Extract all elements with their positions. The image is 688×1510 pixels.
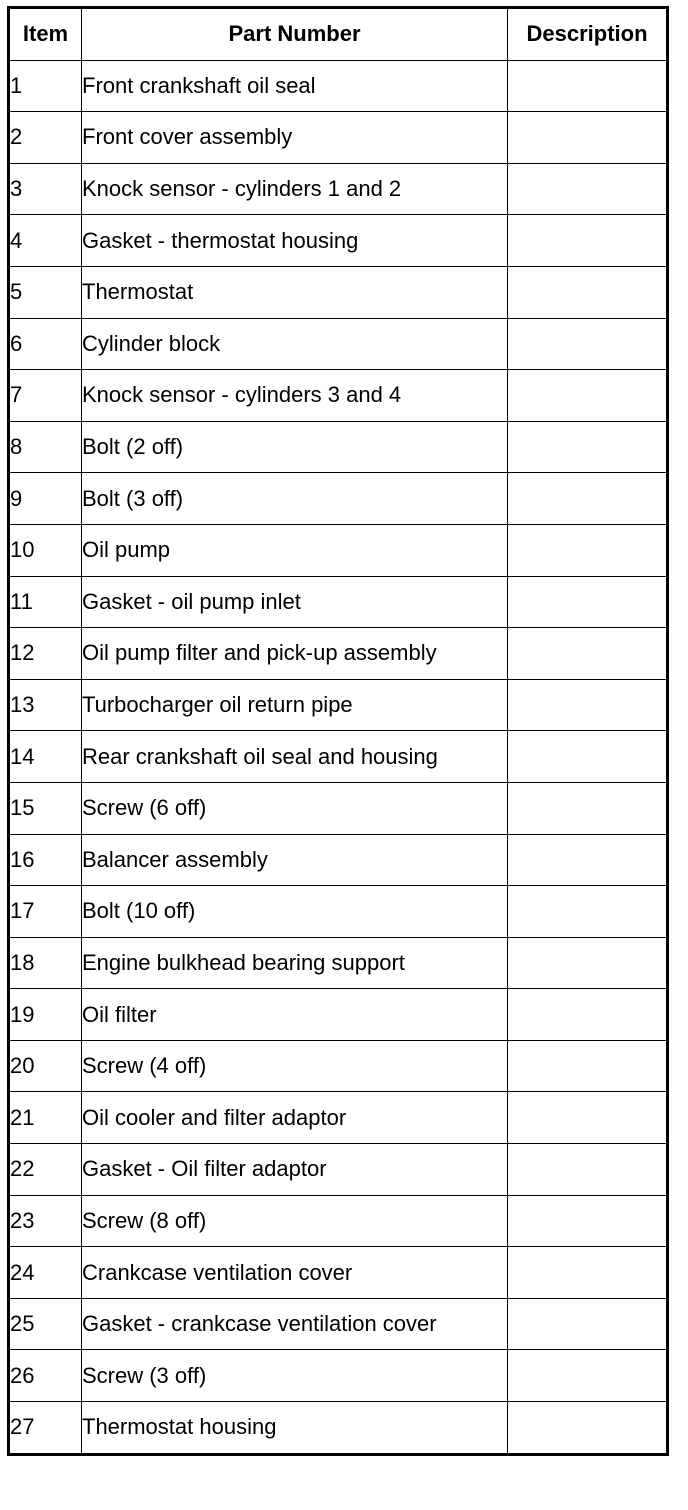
table-row bbox=[9, 524, 668, 576]
item-number-cell: 24 bbox=[9, 1247, 82, 1299]
header-row bbox=[9, 8, 668, 61]
item-number-cell: 10 bbox=[9, 524, 82, 576]
description-cell bbox=[508, 834, 668, 886]
description-cell bbox=[508, 1298, 668, 1350]
item-number-cell: 16 bbox=[9, 834, 82, 886]
item-number-cell: 8 bbox=[9, 421, 82, 473]
part-number-cell: Crankcase ventilation cover bbox=[82, 1247, 508, 1299]
item-number-cell: 18 bbox=[9, 937, 82, 989]
table-row bbox=[9, 679, 668, 731]
description-cell bbox=[508, 112, 668, 164]
table-row bbox=[9, 731, 668, 783]
part-number-cell: Gasket - crankcase ventilation cover bbox=[82, 1298, 508, 1350]
item-number-cell: 1 bbox=[9, 60, 82, 112]
table-row bbox=[9, 1092, 668, 1144]
table-row bbox=[9, 1195, 668, 1247]
table-row bbox=[9, 886, 668, 938]
table-row bbox=[9, 1350, 668, 1402]
part-number-cell: Screw (8 off) bbox=[82, 1195, 508, 1247]
part-number-cell: Oil filter bbox=[82, 989, 508, 1041]
item-number-cell: 19 bbox=[9, 989, 82, 1041]
parts-table-container bbox=[7, 6, 669, 1456]
description-cell bbox=[508, 163, 668, 215]
item-number-cell: 11 bbox=[9, 576, 82, 628]
column-header-part-number: Part Number bbox=[82, 8, 508, 61]
item-number-cell: 14 bbox=[9, 731, 82, 783]
description-cell bbox=[508, 1040, 668, 1092]
part-number-cell: Turbocharger oil return pipe bbox=[82, 679, 508, 731]
description-cell bbox=[508, 628, 668, 680]
part-number-cell: Front crankshaft oil seal bbox=[82, 60, 508, 112]
part-number-cell: Oil pump filter and pick-up assembly bbox=[82, 628, 508, 680]
description-cell bbox=[508, 989, 668, 1041]
column-header-item: Item bbox=[9, 8, 82, 61]
table-row bbox=[9, 782, 668, 834]
table-row bbox=[9, 937, 668, 989]
table-row bbox=[9, 163, 668, 215]
part-number-cell: Knock sensor - cylinders 3 and 4 bbox=[82, 370, 508, 422]
description-cell bbox=[508, 421, 668, 473]
item-number-cell: 4 bbox=[9, 215, 82, 267]
item-number-cell: 2 bbox=[9, 112, 82, 164]
part-number-cell: Knock sensor - cylinders 1 and 2 bbox=[82, 163, 508, 215]
table-row bbox=[9, 421, 668, 473]
description-cell bbox=[508, 782, 668, 834]
part-number-cell: Bolt (2 off) bbox=[82, 421, 508, 473]
table-row bbox=[9, 112, 668, 164]
item-number-cell: 23 bbox=[9, 1195, 82, 1247]
item-number-cell: 7 bbox=[9, 370, 82, 422]
item-number-cell: 12 bbox=[9, 628, 82, 680]
column-header-description: Description bbox=[508, 8, 668, 61]
description-cell bbox=[508, 524, 668, 576]
part-number-cell: Screw (3 off) bbox=[82, 1350, 508, 1402]
description-cell bbox=[508, 1402, 668, 1455]
table-header bbox=[9, 8, 668, 61]
item-number-cell: 6 bbox=[9, 318, 82, 370]
description-cell bbox=[508, 1350, 668, 1402]
item-number-cell: 5 bbox=[9, 266, 82, 318]
table-row bbox=[9, 60, 668, 112]
description-cell bbox=[508, 266, 668, 318]
table-row bbox=[9, 266, 668, 318]
description-cell bbox=[508, 318, 668, 370]
part-number-cell: Front cover assembly bbox=[82, 112, 508, 164]
part-number-cell: Thermostat bbox=[82, 266, 508, 318]
item-number-cell: 22 bbox=[9, 1144, 82, 1196]
part-number-cell: Oil cooler and filter adaptor bbox=[82, 1092, 508, 1144]
part-number-cell: Oil pump bbox=[82, 524, 508, 576]
table-body bbox=[9, 60, 668, 1454]
parts-table bbox=[7, 6, 669, 1456]
description-cell bbox=[508, 60, 668, 112]
description-cell bbox=[508, 937, 668, 989]
part-number-cell: Balancer assembly bbox=[82, 834, 508, 886]
item-number-cell: 27 bbox=[9, 1402, 82, 1455]
table-row bbox=[9, 834, 668, 886]
table-row bbox=[9, 215, 668, 267]
table-row bbox=[9, 628, 668, 680]
description-cell bbox=[508, 370, 668, 422]
item-number-cell: 13 bbox=[9, 679, 82, 731]
description-cell bbox=[508, 1092, 668, 1144]
part-number-cell: Gasket - oil pump inlet bbox=[82, 576, 508, 628]
description-cell bbox=[508, 731, 668, 783]
table-row bbox=[9, 1247, 668, 1299]
item-number-cell: 9 bbox=[9, 473, 82, 525]
description-cell bbox=[508, 679, 668, 731]
description-cell bbox=[508, 1144, 668, 1196]
table-row bbox=[9, 370, 668, 422]
description-cell bbox=[508, 1195, 668, 1247]
part-number-cell: Gasket - Oil filter adaptor bbox=[82, 1144, 508, 1196]
item-number-cell: 26 bbox=[9, 1350, 82, 1402]
item-number-cell: 15 bbox=[9, 782, 82, 834]
part-number-cell: Bolt (10 off) bbox=[82, 886, 508, 938]
table-row bbox=[9, 576, 668, 628]
part-number-cell: Engine bulkhead bearing support bbox=[82, 937, 508, 989]
description-cell bbox=[508, 215, 668, 267]
part-number-cell: Gasket - thermostat housing bbox=[82, 215, 508, 267]
item-number-cell: 17 bbox=[9, 886, 82, 938]
table-row bbox=[9, 1402, 668, 1455]
item-number-cell: 20 bbox=[9, 1040, 82, 1092]
item-number-cell: 21 bbox=[9, 1092, 82, 1144]
part-number-cell: Screw (4 off) bbox=[82, 1040, 508, 1092]
table-row bbox=[9, 318, 668, 370]
table-row bbox=[9, 1298, 668, 1350]
part-number-cell: Bolt (3 off) bbox=[82, 473, 508, 525]
part-number-cell: Thermostat housing bbox=[82, 1402, 508, 1455]
table-row bbox=[9, 989, 668, 1041]
part-number-cell: Cylinder block bbox=[82, 318, 508, 370]
item-number-cell: 3 bbox=[9, 163, 82, 215]
description-cell bbox=[508, 473, 668, 525]
description-cell bbox=[508, 1247, 668, 1299]
description-cell bbox=[508, 576, 668, 628]
table-row bbox=[9, 473, 668, 525]
part-number-cell: Rear crankshaft oil seal and housing bbox=[82, 731, 508, 783]
description-cell bbox=[508, 886, 668, 938]
table-row bbox=[9, 1040, 668, 1092]
part-number-cell: Screw (6 off) bbox=[82, 782, 508, 834]
table-row bbox=[9, 1144, 668, 1196]
item-number-cell: 25 bbox=[9, 1298, 82, 1350]
